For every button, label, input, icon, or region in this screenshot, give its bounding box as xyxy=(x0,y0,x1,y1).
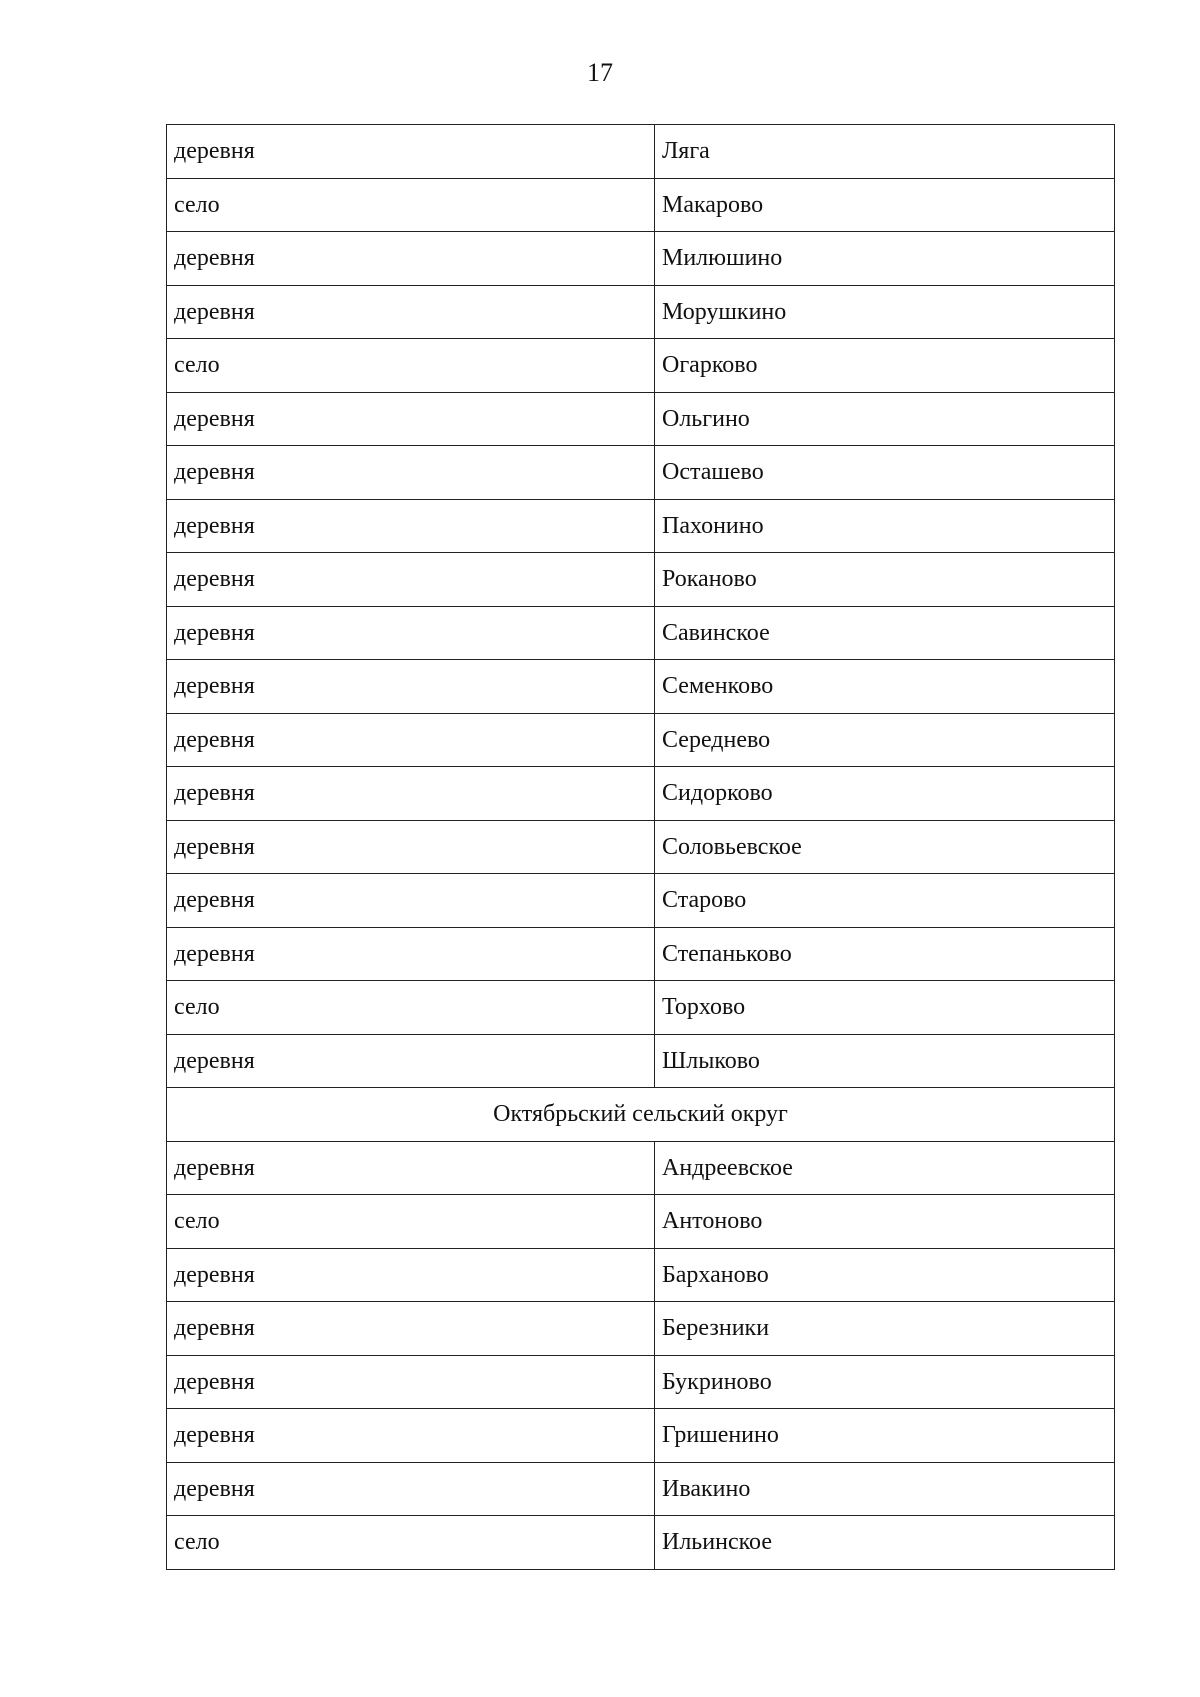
page-number: 17 xyxy=(587,58,613,87)
table-row xyxy=(167,927,1115,981)
settlement-type-cell: деревня xyxy=(167,1409,655,1463)
table-row xyxy=(167,660,1115,714)
table-row xyxy=(167,1248,1115,1302)
settlement-name-cell: Макарово xyxy=(655,178,1115,232)
section-title: Октябрьский сельский округ xyxy=(167,1088,1115,1142)
settlement-name-cell: Барханово xyxy=(655,1248,1115,1302)
settlement-name-cell: Сидорково xyxy=(655,767,1115,821)
settlement-name-cell: Роканово xyxy=(655,553,1115,607)
table-row xyxy=(167,553,1115,607)
table-row xyxy=(167,392,1115,446)
settlement-name-cell: Гришенино xyxy=(655,1409,1115,1463)
settlement-name-cell: Букриново xyxy=(655,1355,1115,1409)
table-row xyxy=(167,499,1115,553)
settlement-type-cell: село xyxy=(167,1195,655,1249)
settlement-name-cell: Осташево xyxy=(655,446,1115,500)
settlement-name-cell: Торхово xyxy=(655,981,1115,1035)
settlement-type-cell: село xyxy=(167,981,655,1035)
table-row xyxy=(167,981,1115,1035)
settlement-type-cell: деревня xyxy=(167,1302,655,1356)
settlement-type-cell: село xyxy=(167,1516,655,1570)
settlement-name-cell: Ивакино xyxy=(655,1462,1115,1516)
settlement-type-cell: деревня xyxy=(167,1462,655,1516)
table-row xyxy=(167,767,1115,821)
settlement-table-body xyxy=(167,125,1115,1570)
settlement-type-cell: деревня xyxy=(167,1034,655,1088)
table-row xyxy=(167,1462,1115,1516)
settlement-type-cell: деревня xyxy=(167,553,655,607)
settlement-name-cell: Ляга xyxy=(655,125,1115,179)
settlement-type-cell: село xyxy=(167,178,655,232)
table-row xyxy=(167,232,1115,286)
settlement-type-cell: деревня xyxy=(167,1355,655,1409)
table-row xyxy=(167,178,1115,232)
settlement-name-cell: Ольгино xyxy=(655,392,1115,446)
settlement-name-cell: Березники xyxy=(655,1302,1115,1356)
settlement-name-cell: Огарково xyxy=(655,339,1115,393)
settlement-name-cell: Савинское xyxy=(655,606,1115,660)
settlement-type-cell: деревня xyxy=(167,1141,655,1195)
settlement-type-cell: деревня xyxy=(167,820,655,874)
table-row xyxy=(167,1516,1115,1570)
table-row xyxy=(167,285,1115,339)
table-row xyxy=(167,1195,1115,1249)
settlement-name-cell: Морушкино xyxy=(655,285,1115,339)
settlement-type-cell: деревня xyxy=(167,660,655,714)
settlement-type-cell: деревня xyxy=(167,606,655,660)
settlement-type-cell: село xyxy=(167,339,655,393)
settlement-type-cell: деревня xyxy=(167,232,655,286)
settlement-type-cell: деревня xyxy=(167,1248,655,1302)
settlement-name-cell: Милюшино xyxy=(655,232,1115,286)
settlement-table xyxy=(166,124,1115,1570)
table-row xyxy=(167,713,1115,767)
settlement-type-cell: деревня xyxy=(167,285,655,339)
settlement-name-cell: Шлыково xyxy=(655,1034,1115,1088)
settlement-name-cell: Антоново xyxy=(655,1195,1115,1249)
settlement-name-cell: Семенково xyxy=(655,660,1115,714)
table-row xyxy=(167,1141,1115,1195)
settlement-type-cell: деревня xyxy=(167,446,655,500)
table-row xyxy=(167,1034,1115,1088)
settlement-name-cell: Соловьевское xyxy=(655,820,1115,874)
settlement-type-cell: деревня xyxy=(167,392,655,446)
settlement-type-cell: деревня xyxy=(167,767,655,821)
settlement-name-cell: Пахонино xyxy=(655,499,1115,553)
table-row xyxy=(167,125,1115,179)
table-row xyxy=(167,1409,1115,1463)
settlement-type-cell: деревня xyxy=(167,499,655,553)
table-row xyxy=(167,820,1115,874)
table-row xyxy=(167,1302,1115,1356)
section-header-row xyxy=(167,1088,1115,1142)
settlement-name-cell: Старово xyxy=(655,874,1115,928)
table-row xyxy=(167,1355,1115,1409)
settlement-type-cell: деревня xyxy=(167,125,655,179)
table-row xyxy=(167,339,1115,393)
settlement-type-cell: деревня xyxy=(167,713,655,767)
table-row xyxy=(167,446,1115,500)
settlement-name-cell: Середнево xyxy=(655,713,1115,767)
settlement-name-cell: Степаньково xyxy=(655,927,1115,981)
settlement-type-cell: деревня xyxy=(167,874,655,928)
settlement-name-cell: Андреевское xyxy=(655,1141,1115,1195)
settlement-name-cell: Ильинское xyxy=(655,1516,1115,1570)
table-row xyxy=(167,874,1115,928)
settlement-type-cell: деревня xyxy=(167,927,655,981)
table-row xyxy=(167,606,1115,660)
